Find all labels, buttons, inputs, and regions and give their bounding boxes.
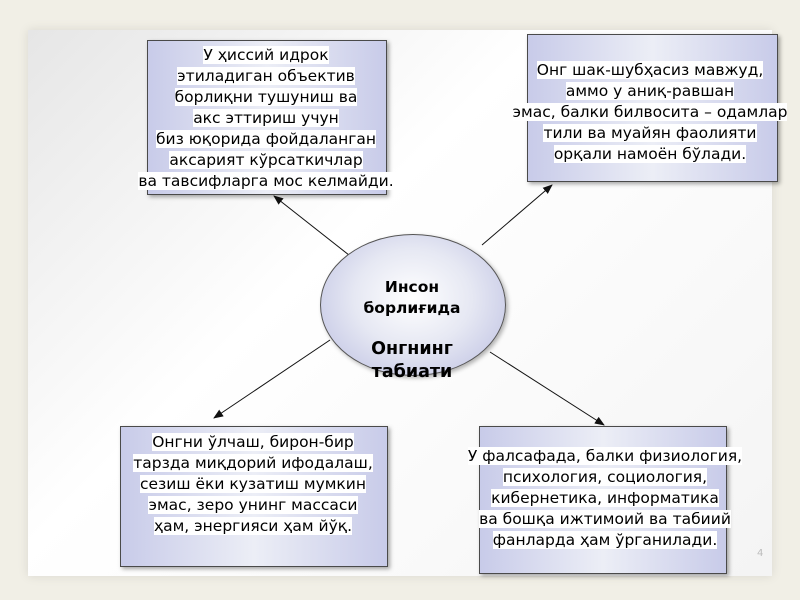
page-number: 4 [757, 548, 764, 559]
center-title-line2: Онгнинг табиати [371, 339, 453, 382]
arrow-to-top-left [274, 196, 354, 259]
box-bottom-right-text: У фалсафада, балки физиология, психология, социология, кибернетика, информатика ва бошқа ижтимоий ва табиий фанларда ҳам ўрганилади. [467, 447, 743, 549]
box-top-right-text: Онг шак-шубҳасиз мавжуд, аммо у аниқ-равшан эмас, балки билвосита – одамлар тили ва муайян фаолияти орқали намоён бўлади. [512, 61, 788, 163]
center-title-line1: Инсон борлиғида [363, 278, 461, 317]
box-bottom-left-text: Онгни ўлчаш, бирон-бир тарзда миқдорий ифодалаш, сезиш ёки кузатиш мумкин эмас, зеро унинг массаси ҳам, энергияси ҳам йўқ. [133, 433, 373, 535]
box-top-left-text: У ҳиссий идрок этиладиган объектив борлиқни тушуниш ва акс эттириш учун биз юқорида фойдаланган аксарият кўрсаткичлар ва тавсифларга мос келмайди. [138, 46, 394, 190]
center-title [320, 258, 504, 403]
arrow-to-bottom-left [214, 340, 330, 418]
arrow-to-top-right [482, 185, 552, 245]
arrow-to-bottom-right [490, 352, 604, 425]
